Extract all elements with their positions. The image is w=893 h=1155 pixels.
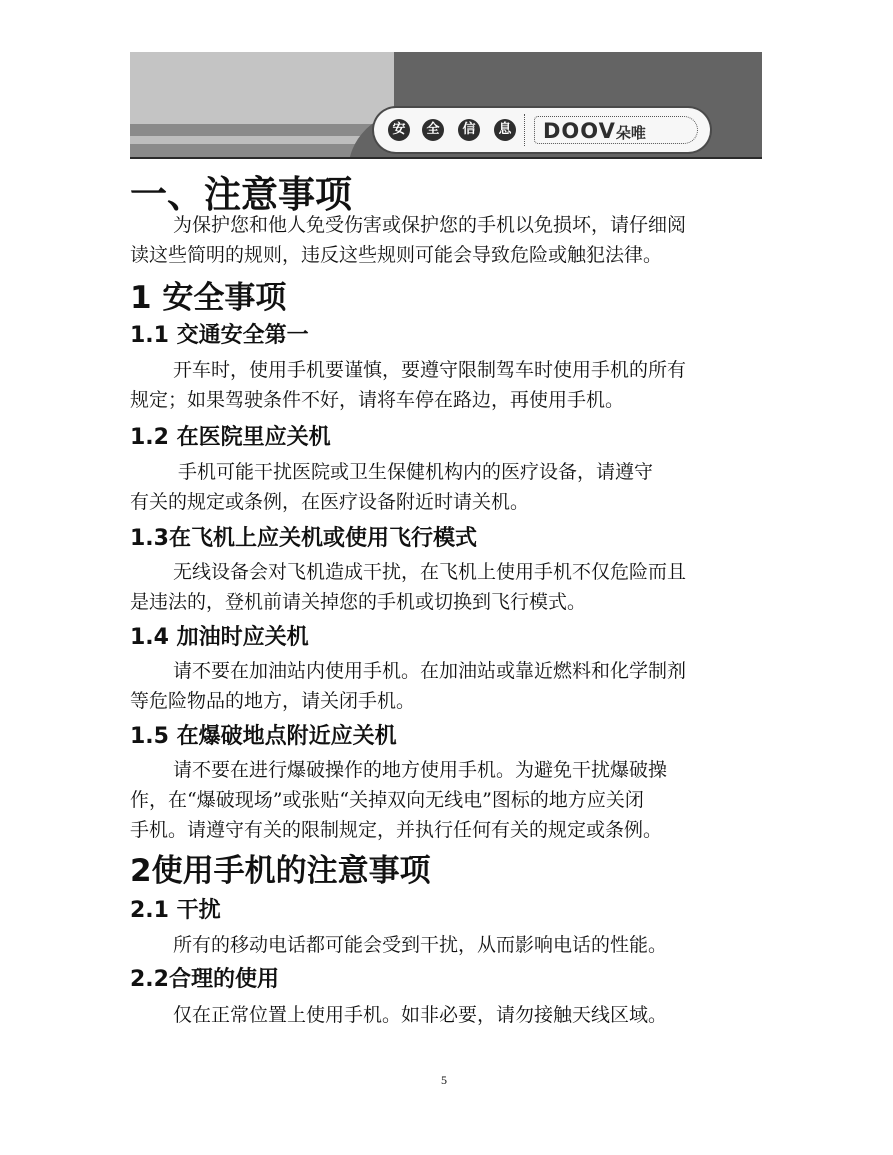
- header-badge: [374, 108, 710, 152]
- section-2-2-line-1: 仅在正常位置上使用手机。如非必要，请勿接触天线区域。: [173, 1004, 668, 1026]
- banner-light-panel: [130, 52, 394, 124]
- intro-line-2: 读这些简明的规则，违反这些规则可能会导致危险或触犯法律。: [130, 244, 663, 266]
- section-1-1-line-2: 规定；如果驾驶条件不好，请将车停在路边，再使用手机。: [130, 389, 625, 411]
- page-title: 一、注意事项: [130, 173, 352, 216]
- section-1-4-line-2: 等危险物品的地方，请关闭手机。: [130, 690, 416, 712]
- header-rule: [130, 157, 762, 159]
- section-1-2-title: 1.2 在医院里应关机: [130, 425, 331, 450]
- section-1-1-title: 1.1 交通安全第一: [130, 323, 309, 348]
- section-1-1-line-1: 开车时，使用手机要谨慎，要遵守限制驾车时使用手机的所有: [173, 359, 687, 381]
- badge-char-4: 息: [494, 119, 516, 141]
- section-1-3-line-1: 无线设备会对飞机造成干扰，在飞机上使用手机不仅危险而且: [173, 561, 687, 583]
- section-1-3-title: 1.3在飞机上应关机或使用飞行模式: [130, 526, 477, 551]
- section-1-4-title: 1.4 加油时应关机: [130, 625, 309, 650]
- brand-latin: DOOV: [543, 119, 616, 143]
- intro-line-1: 为保护您和他人免受伤害或保护您的手机以免损坏，请仔细阅: [173, 214, 687, 236]
- brand-logo: [534, 116, 698, 144]
- section-1-3-line-2: 是违法的，登机前请关掉您的手机或切换到飞行模式。: [130, 591, 587, 613]
- section-1-2-line-1: 手机可能干扰医院或卫生保健机构内的医疗设备，请遵守: [178, 461, 654, 483]
- section-1-5-title: 1.5 在爆破地点附近应关机: [130, 724, 397, 749]
- section-2-2-title: 2.2合理的使用: [130, 967, 279, 992]
- section-2-title: 2使用手机的注意事项: [130, 853, 431, 889]
- section-1-4-line-1: 请不要在加油站内使用手机。在加油站或靠近燃料和化学制剂: [173, 660, 687, 682]
- brand-cn: 朵唯: [615, 124, 646, 142]
- section-2-1-title: 2.1 干扰: [130, 898, 221, 923]
- section-1-5-line-1: 请不要在进行爆破操作的地方使用手机。为避免干扰爆破操: [173, 759, 668, 781]
- page-number: 5: [441, 1073, 447, 1087]
- badge-divider: [524, 114, 525, 146]
- section-1-title: 1 安全事项: [130, 280, 287, 316]
- section-2-1-line-1: 所有的移动电话都可能会受到干扰，从而影响电话的性能。: [173, 934, 668, 956]
- section-1-2-line-2: 有关的规定或条例，在医疗设备附近时请关机。: [130, 491, 530, 513]
- badge-char-1: 安: [388, 119, 410, 141]
- badge-char-3: 信: [458, 119, 480, 141]
- badge-char-2: 全: [422, 119, 444, 141]
- section-1-5-line-2: 作，在“爆破现场”或张贴“关掉双向无线电”图标的地方应关闭: [130, 789, 644, 811]
- section-1-5-line-3: 手机。请遵守有关的限制规定，并执行任何有关的规定或条例。: [130, 819, 663, 841]
